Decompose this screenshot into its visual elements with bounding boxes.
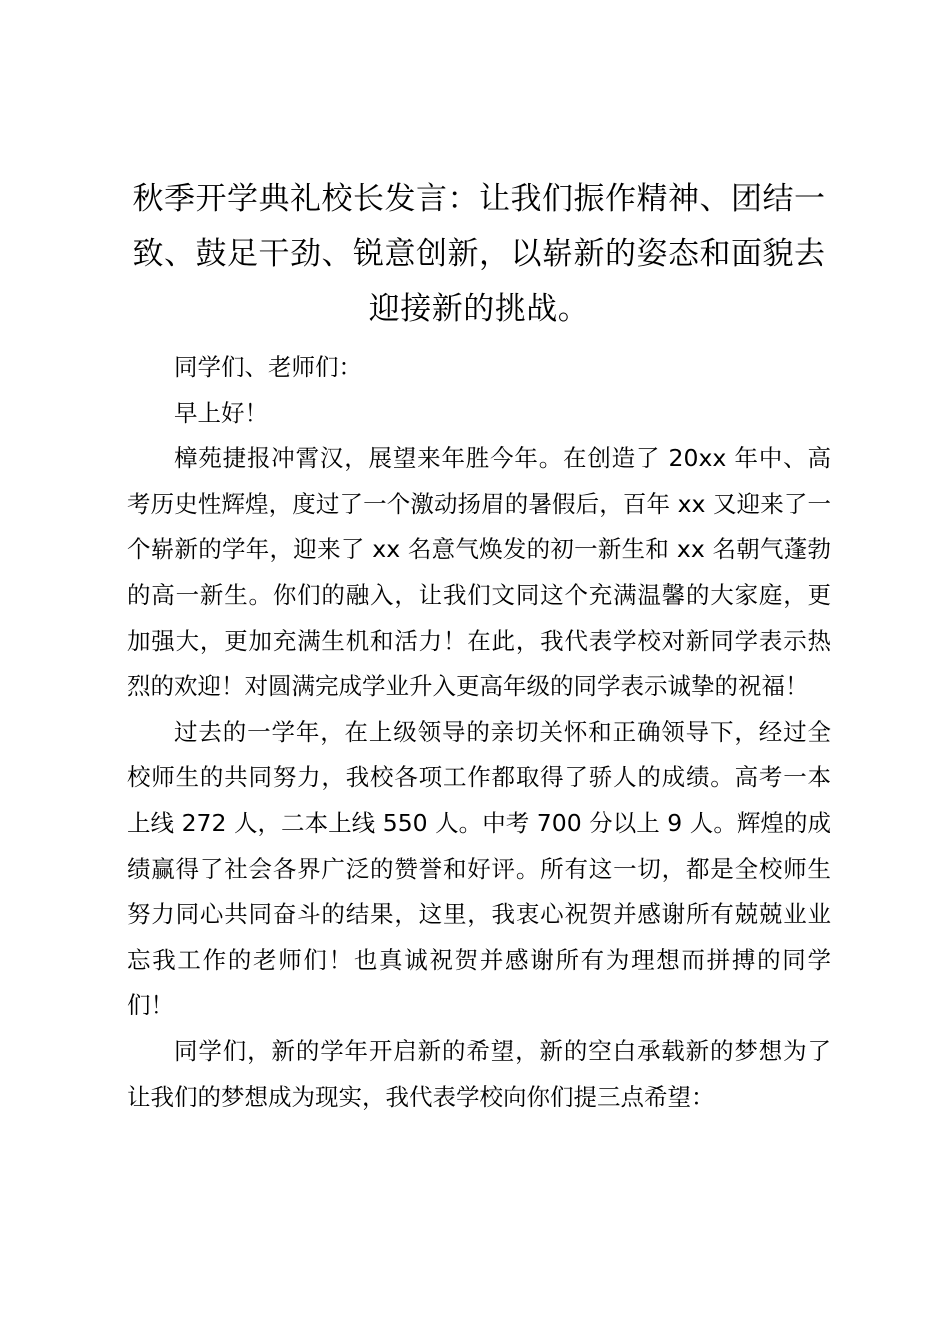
body-paragraph: 樟苑捷报冲霄汉，展望来年胜今年。在创造了 20xx 年中、高考历史性辉煌，度过了一个激动扬眉的暑假后，百年 xx 又迎来了一个崭新的学年，迎来了 xx 名意气焕发的初一新生和 xx 名朝气蓬勃的高一新生。你们的融入，让我们文同这个充满温馨的大家庭，更加强大，更加充满生机和活力！在此，我代表学校对新同学表示热烈的欢迎！对圆满完成学业升入更高年级的同学表示诚挚的祝福！	[127, 444, 831, 701]
document-page	[127, 172, 831, 1120]
body-paragraph: 同学们，新的学年开启新的希望，新的空白承载新的梦想为了让我们的梦想成为现实，我代表学校向你们提三点希望：	[127, 1036, 831, 1111]
morning-paragraph: 早上好！	[174, 398, 268, 427]
document-title: 秋季开学典礼校长发言：让我们振作精神、团结一致、鼓足干劲、锐意创新，以崭新的姿态和面貌去迎接新的挑战。	[132, 181, 826, 327]
body-paragraph: 过去的一学年，在上级领导的亲切关怀和正确领导下，经过全校师生的共同努力，我校各项工作都取得了骄人的成绩。高考一本上线 272 人，二本上线 550 人。中考 700 分以上 9 人。辉煌的成绩赢得了社会各界广泛的赞誉和好评。所有这一切，都是全校师生努力同心共同奋斗的结果，这里，我衷心祝贺并感谢所有兢兢业业忘我工作的老师们！也真诚祝贺并感谢所有为理想而拼搏的同学们！	[127, 717, 831, 1020]
greeting-paragraph: 同学们、老师们：	[174, 353, 362, 381]
